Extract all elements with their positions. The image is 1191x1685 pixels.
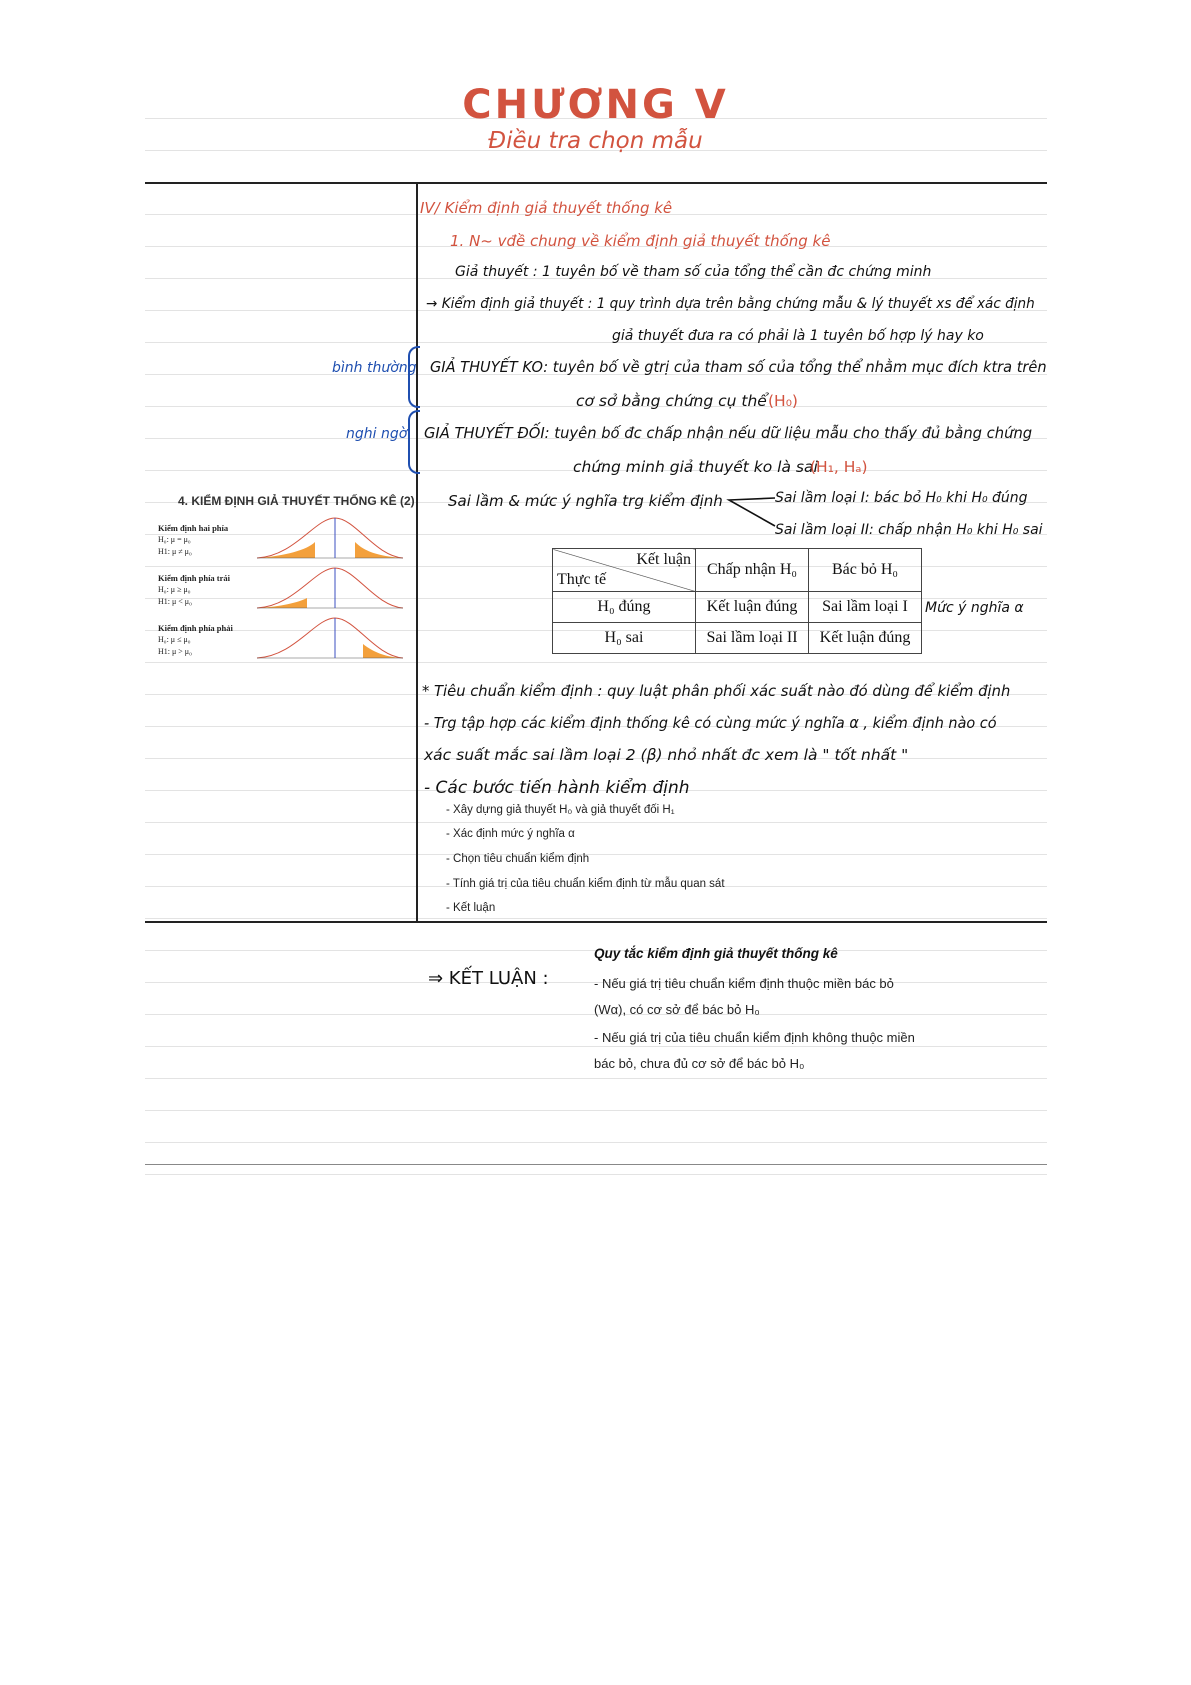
null-hypothesis-line1: GIẢ THUYẾT KO: tuyên bố về gtrị của tham số của tổng thể nhằm mục đích ktra trên: [430, 358, 1047, 376]
alt-hypothesis-line2: chứng minh giả thuyết ko là sai: [573, 458, 818, 476]
table-corner-bottom: Thực tế: [557, 571, 607, 588]
table-header-reject: Bác bỏ H₀: [809, 549, 922, 592]
figure-right-tailed-h1: H1: μ > μ₀: [158, 647, 192, 656]
rule2-line1: - Nếu giá trị của tiêu chuẩn kiểm định không thuộc miền: [594, 1030, 915, 1045]
testing-definition-line2: giả thuyết đưa ra có phải là 1 tuyên bố hợp lý hay ko: [612, 328, 984, 344]
ruled-line: [145, 1174, 1047, 1175]
branch-arrow-icon: [725, 490, 777, 530]
errors-intro: Sai lầm & mức ý nghĩa trg kiểm định: [448, 492, 723, 510]
left-tailed-curve: [257, 568, 403, 608]
page-subtitle: Điều tra chọn mẫu: [488, 128, 703, 154]
figure-two-tailed-h0: H₀: μ = μ₀: [158, 535, 191, 544]
ruled-line: [145, 1046, 1047, 1047]
distribution-curves-figure: [255, 516, 405, 666]
figure-title: 4. KIỂM ĐỊNH GIẢ THUYẾT THỐNG KÊ (2): [178, 494, 415, 508]
ruled-line: [145, 822, 1047, 823]
step-item: - Chọn tiêu chuẩn kiểm định: [446, 853, 590, 865]
margin-divider: [416, 182, 418, 922]
ruled-line: [145, 918, 1047, 919]
right-tailed-curve: [257, 618, 403, 658]
hypothesis-definition: Giả thuyết : 1 tuyên bố về tham số của tổng thể cần đc chứng minh: [455, 264, 932, 280]
ruled-line: [145, 1110, 1047, 1111]
table-cell: Kết luận đúng: [809, 623, 922, 654]
table-corner-top: Kết luận: [636, 551, 691, 568]
table-cell: Sai lầm loại II: [696, 623, 809, 654]
criterion-line: * Tiêu chuẩn kiểm định : quy luật phân phối xác suất nào đó dùng để kiểm định: [422, 682, 1011, 700]
table-corner-cell: [553, 549, 696, 592]
error-type1: Sai lầm loại I: bác bỏ H₀ khi H₀ đúng: [775, 490, 1028, 506]
testing-definition-line1: → Kiểm định giả thuyết : 1 quy trình dựa trên bằng chứng mẫu & lý thuyết xs để xác định: [426, 296, 1035, 312]
top-divider: [145, 182, 1047, 184]
figure-right-tailed-name: Kiểm định phía phải: [158, 623, 233, 633]
figure-left-tailed-h1: H1: μ < μ₀: [158, 597, 192, 606]
brace-icon: [408, 410, 420, 474]
error-table: [552, 548, 922, 654]
figure-left-tailed-labels: [158, 572, 230, 608]
table-row-label: H₀ đúng: [553, 592, 696, 623]
ruled-line: [145, 854, 1047, 855]
alt-hypothesis-line1: GIẢ THUYẾT ĐỐI: tuyên bố đc chấp nhận nếu dữ liệu mẫu cho thấy đủ bằng chứng: [424, 424, 1033, 442]
step-item: - Tính giá trị của tiêu chuẩn kiểm định từ mẫu quan sát: [446, 878, 725, 890]
rule1-line1: - Nếu giá trị tiêu chuẩn kiểm định thuộc miền bác bỏ: [594, 976, 894, 991]
null-hypothesis-tag: (H₀): [768, 392, 798, 410]
margin-label-doubt: nghi ngờ: [346, 426, 408, 442]
section-heading: IV/ Kiểm định giả thuyết thống kê: [420, 199, 673, 217]
conclusion-label: ⇒ KẾT LUẬN :: [428, 968, 549, 989]
steps-title: - Các bước tiến hành kiểm định: [424, 778, 690, 798]
alpha-note: Mức ý nghĩa α: [925, 600, 1024, 616]
rule2-line2: bác bỏ, chưa đủ cơ sở để bác bỏ H₀: [594, 1056, 805, 1071]
figure-right-tailed-h0: H₀: μ ≤ μ₀: [158, 635, 191, 644]
rule1-line2: (Wα), có cơ sở để bác bỏ H₀: [594, 1002, 760, 1017]
bottom-divider: [145, 1164, 1047, 1165]
page-title: CHƯƠNG V: [462, 82, 729, 128]
ruled-line: [145, 1078, 1047, 1079]
table-cell: Sai lầm loại I: [809, 592, 922, 623]
figure-two-tailed-name: Kiểm định hai phía: [158, 523, 229, 533]
table-header-accept: Chấp nhận H₀: [696, 549, 809, 592]
step-item: - Xác định mức ý nghĩa α: [446, 828, 575, 840]
ruled-line: [145, 1142, 1047, 1143]
table-cell: Kết luận đúng: [696, 592, 809, 623]
margin-label-normal: bình thường: [332, 360, 417, 376]
figure-left-tailed-name: Kiểm định phía trái: [158, 573, 231, 583]
figure-two-tailed-labels: [158, 522, 228, 558]
null-hypothesis-line2: cơ sở bằng chứng cụ thể: [576, 392, 767, 410]
rule-title: Quy tắc kiểm định giả thuyết thống kê: [594, 946, 838, 961]
brace-icon: [408, 346, 420, 408]
table-row-label: H₀ sai: [553, 623, 696, 654]
step-item: - Xây dựng giả thuyết H₀ và giả thuyết đối H₁: [446, 804, 675, 816]
figure-left-tailed-h0: H₀: μ ≥ μ₀: [158, 585, 191, 594]
step-item: - Kết luận: [446, 902, 496, 914]
best-test-line1: - Trg tập hợp các kiểm định thống kê có cùng mức ý nghĩa α , kiểm định nào có: [424, 714, 997, 732]
alt-hypothesis-tag: (H₁, Hₐ): [810, 458, 868, 476]
two-tailed-curve: [257, 518, 403, 558]
middle-divider: [145, 921, 1047, 923]
best-test-line2: xác suất mắc sai lầm loại 2 (β) nhỏ nhất đc xem là " tốt nhất ": [424, 746, 909, 764]
figure-two-tailed-h1: H1: μ ≠ μ₀: [158, 547, 192, 556]
section-subheading: 1. N~ vđề chung về kiểm định giả thuyết thống kê: [450, 232, 831, 250]
figure-right-tailed-labels: [158, 622, 233, 658]
error-type2: Sai lầm loại II: chấp nhận H₀ khi H₀ sai: [775, 522, 1043, 538]
